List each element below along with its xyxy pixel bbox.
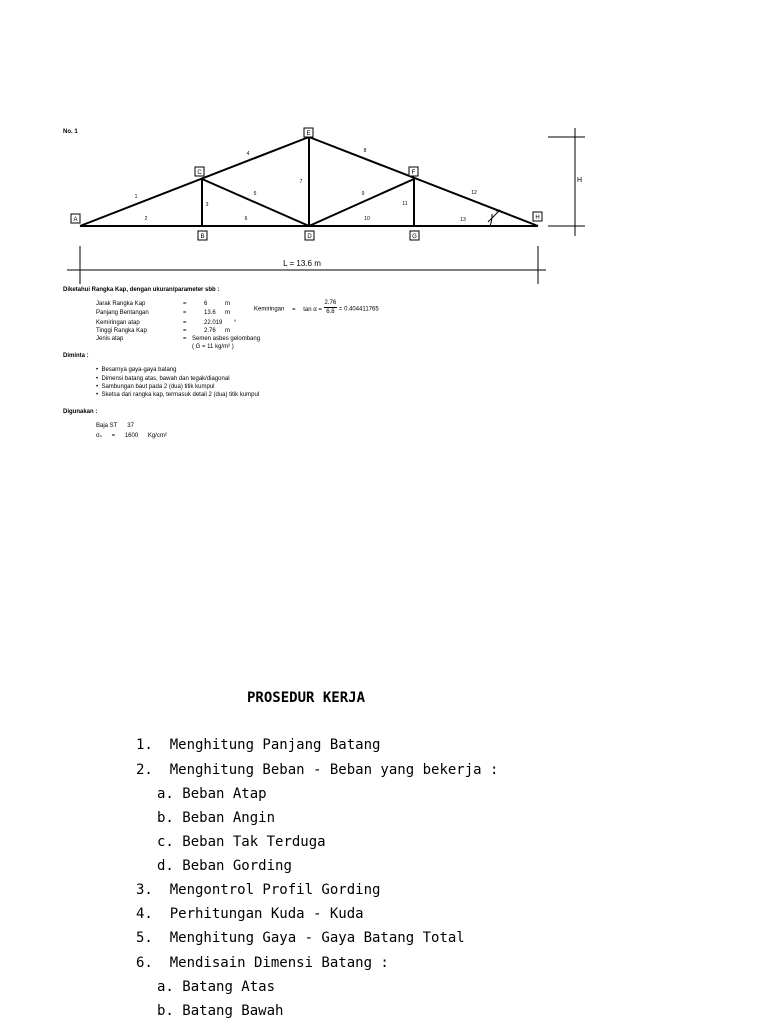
- text-span: b.: [157, 1003, 174, 1019]
- text-span: Beban Gording: [182, 858, 292, 874]
- member-number-4: 4: [246, 151, 250, 157]
- text-span: 5.: [136, 930, 153, 946]
- text-span: d.: [157, 858, 174, 874]
- member-number-7: 7: [299, 179, 303, 185]
- param-cell: m: [225, 310, 230, 316]
- text-span: =: [111, 433, 116, 439]
- param-cell: °: [234, 320, 237, 326]
- param-label: Panjang Bentangan: [96, 310, 149, 316]
- allowable-stress: [96, 432, 167, 440]
- text-span: 6.: [136, 955, 153, 971]
- asked-item: • Dimensi batang atas, bawah dan tegak/diagonal: [96, 376, 230, 382]
- text-span: a.: [157, 979, 174, 995]
- node-label-f: F: [411, 170, 416, 176]
- truss-diagram: [0, 0, 768, 290]
- text-span: =: [292, 306, 296, 313]
- text-span: Sketsa dari rangka kap, termasuk detail 2 (dua) titik kumpul: [101, 392, 260, 398]
- node-label-h: H: [535, 215, 540, 221]
- param-label: Kemiringan atap: [96, 320, 140, 326]
- asked-item: • Sambungan baut pada 2 (dua) titik kumpul: [96, 384, 215, 390]
- text-span: Menghitung Beban - Beban yang bekerja :: [169, 762, 499, 778]
- text-span: σₛ: [96, 433, 102, 439]
- procedure-item: [136, 882, 380, 898]
- text-span: Menghitung Gaya - Gaya Batang Total: [169, 930, 465, 946]
- node-label-c: C: [197, 170, 202, 176]
- member-number-10: 10: [364, 216, 370, 222]
- procedure-subitem: [157, 979, 275, 995]
- node-label-d: D: [307, 234, 312, 240]
- procedure-subitem: [157, 858, 292, 874]
- procedure-subitem: [157, 1003, 283, 1019]
- slope-angle-marker: [488, 210, 500, 226]
- param-label: Jarak Rangka Kap: [96, 301, 146, 307]
- procedure-item: [136, 955, 389, 971]
- text-span: c.: [157, 834, 174, 850]
- asked-item: • Sketsa dari rangka kap, termasuk detail 2 (dua) titik kumpul: [96, 392, 260, 398]
- text-span: Beban Atap: [182, 786, 267, 802]
- param-value: 2.76: [204, 328, 216, 334]
- param-cell: =: [183, 320, 187, 326]
- param-value: 22.019: [204, 320, 223, 326]
- procedure-subitem: [157, 810, 275, 826]
- slope-denominator: 6.8: [326, 309, 335, 315]
- slope-formula: [254, 302, 379, 316]
- text-span: 4.: [136, 906, 153, 922]
- span-label: L = 13.6 m: [283, 259, 321, 268]
- roof-weight-note: ( G = 11 kg/m² ): [192, 344, 234, 350]
- member-5: [202, 179, 309, 226]
- text-span: Batang Bawah: [182, 1003, 284, 1019]
- param-label: Tinggi Rangka Kap: [96, 328, 147, 334]
- text-span: tan α =: [303, 306, 322, 313]
- procedure-item: [136, 906, 364, 922]
- member-number-2: 2: [144, 216, 148, 222]
- text-span: 2.: [136, 762, 153, 778]
- procedure-item: [136, 762, 498, 778]
- asked-item: • Besarnya gaya-gaya batang: [96, 367, 177, 373]
- procedure-item: [136, 737, 380, 753]
- slope-result: = 0.404411765: [338, 306, 379, 313]
- text-span: Beban Tak Terduga: [182, 834, 326, 850]
- top-chord-right: [309, 137, 538, 226]
- steel-grade: Baja ST 37: [96, 423, 134, 429]
- member-number-6: 6: [244, 216, 248, 222]
- text-span: Batang Atas: [182, 979, 276, 995]
- text-span: Dimensi batang atas, bawah dan tegak/diagonal: [101, 376, 230, 382]
- text-span: 1.: [136, 737, 153, 753]
- text-span: a.: [157, 786, 174, 802]
- param-label: Jenis atap: [96, 336, 124, 342]
- member-number-1: 1: [134, 194, 138, 200]
- asked-heading: Diminta :: [63, 353, 89, 359]
- text-span: Sambungan baut pada 2 (dua) titik kumpul: [101, 384, 215, 390]
- node-label-g: G: [412, 234, 417, 240]
- given-heading: Diketahui Rangka Kap, dengan ukuran/parameter sbb :: [63, 287, 220, 293]
- member-number-11: 11: [402, 201, 408, 207]
- text-span: 3.: [136, 882, 153, 898]
- param-cell: m: [225, 301, 230, 307]
- text-span: b.: [157, 810, 174, 826]
- text-span: 1600: [124, 433, 139, 439]
- text-span: [324, 299, 338, 316]
- procedure-subitem: [157, 786, 267, 802]
- problem-number: No. 1: [63, 129, 78, 135]
- param-value: 6: [204, 301, 208, 307]
- text-span: Menghitung Panjang Batang: [169, 737, 381, 753]
- param-cell: =: [183, 336, 187, 342]
- procedure-title: PROSEDUR KERJA: [247, 690, 366, 706]
- member-number-13: 13: [460, 217, 466, 223]
- member-number-3: 3: [205, 202, 209, 208]
- procedure-subitem: [157, 834, 326, 850]
- member-number-12: 12: [471, 190, 477, 196]
- text-span: Besarnya gaya-gaya batang: [101, 367, 177, 373]
- procedure-item: [136, 930, 465, 946]
- member-number-5: 5: [253, 191, 257, 197]
- text-span: Mengontrol Profil Gording: [169, 882, 381, 898]
- param-cell: =: [183, 310, 187, 316]
- node-label-e: E: [306, 131, 311, 137]
- truss-members: [80, 137, 538, 226]
- slope-numerator: 2.76: [324, 300, 337, 306]
- text-span: Perhitungan Kuda - Kuda: [169, 906, 364, 922]
- member-9: [309, 179, 414, 226]
- param-cell: m: [225, 328, 230, 334]
- param-cell: =: [183, 301, 187, 307]
- height-label: H: [577, 177, 583, 184]
- node-label-b: B: [200, 234, 205, 240]
- text-span: Kemiringan: [254, 306, 285, 313]
- text-span: Kg/cm²: [147, 433, 167, 439]
- param-cell: =: [183, 328, 187, 334]
- text-span: Mendisain Dimensi Batang :: [169, 955, 389, 971]
- node-label-a: A: [73, 217, 78, 223]
- top-chord-left: [80, 137, 309, 226]
- text-span: Beban Angin: [182, 810, 276, 826]
- param-value: 13.6: [204, 310, 216, 316]
- param-value: Semen asbes gelombang: [192, 336, 261, 342]
- member-number-9: 9: [361, 191, 365, 197]
- used-heading: Digunakan :: [63, 409, 98, 415]
- member-number-8: 8: [363, 148, 367, 154]
